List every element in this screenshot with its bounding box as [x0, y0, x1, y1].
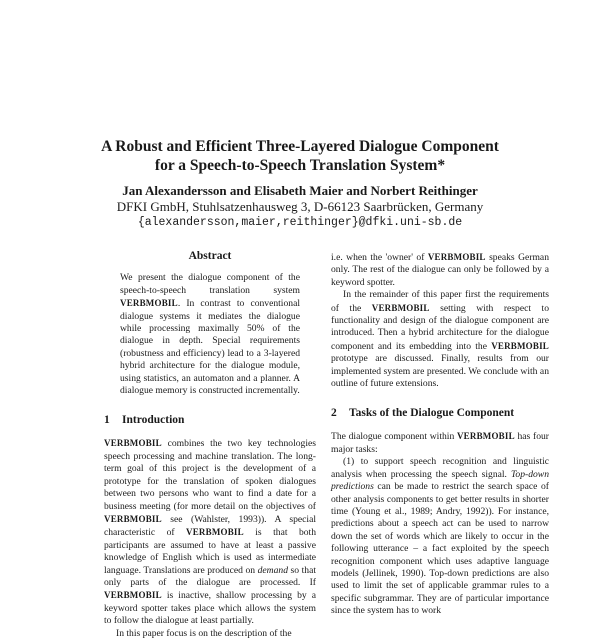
system-name: VERBMOBIL	[456, 431, 515, 442]
paper-title-line1: A Robust and Efficient Three-Layered Dialogue Component	[101, 138, 499, 155]
outline-text-b: setting with respect to functionality and design of the dialogue component are introduced. Then a hybrid architecture for the dialogue component and its embedding into the	[331, 302, 549, 352]
section-number: 1	[104, 414, 110, 427]
email-address: {alexandersson,maier,reithinger}@dfki.uni-sb.de	[137, 216, 463, 229]
intro-text-3: is that both participants are assumed to have at least a passive knowledge of English which is used as intermediate language. Translations are produced on	[104, 527, 316, 576]
section-title: Tasks of the Dialogue Component	[349, 407, 515, 420]
tasks-text-a: The dialogue component within	[331, 431, 457, 443]
intro-text-5: is inactive, shallow processing by a keyword spotter takes place which allows the system to follow the dialogue at least partially.	[104, 590, 316, 627]
author-block	[0, 183, 600, 231]
task-1-paragraph	[331, 456, 549, 617]
left-column	[104, 250, 316, 640]
tasks-intro-paragraph	[331, 430, 549, 456]
system-name: VERBMOBIL	[120, 298, 178, 309]
intro-text-4: so that only parts of the dialogue are processed. If	[104, 564, 316, 588]
system-name: VERBMOBIL	[491, 340, 549, 351]
outline-paragraph	[331, 289, 549, 390]
abstract-text-a: We present the dialogue component of the speech-to-speech translation system	[120, 272, 300, 296]
continued-paragraph	[331, 251, 549, 289]
intro-text-2: see (Wahlster, 1993)). A special characteristic of	[104, 513, 316, 539]
cont-text-b: speaks German only. The rest of the dialogue can only be followed by a keyword spotter.	[331, 252, 549, 288]
system-name: VERBMOBIL	[427, 252, 486, 262]
task1-text-a: (1) to support speech recognition and linguistic analysis when processing the speech signal.	[331, 456, 549, 480]
abstract-heading: Abstract	[188, 250, 232, 262]
affiliation: DFKI GmbH, Stuhlsatzenhausweg 3, D-66123 Saarbrücken, Germany	[116, 199, 484, 214]
section-heading-introduction	[104, 413, 316, 427]
system-name: VERBMOBIL	[371, 302, 430, 313]
task1-text-b: can be made to restrict the search space of other analysis components to get better results in shorter time (Young et al., 1989; Andry, 1992)). For instance, predictions about a speech act can be used to narrow down the set of words which are likely to occur in the following utterance – a fact exploited by the speech recognition component which uses adaptive language models (Jellinek, 1990). Top-down predictions are also used to limit the set of applicable grammar rules to a specific subgrammar. They are of particular importance since the system has to work	[331, 481, 549, 617]
section-heading-tasks	[331, 406, 549, 420]
system-name: VERBMOBIL	[104, 590, 162, 601]
intro-text-1: combines the two key technologies speech processing and machine translation. The long-term goal of this project is the development of a prototype for the translation of spoken dialogues between two persons who want to find a date for a business meeting (for more detail on the objectives of	[104, 438, 316, 512]
outline-text-c: prototype are discussed. Finally, results from our implemented system are presented. We conclude with an outline of future extensions.	[331, 353, 549, 390]
right-column	[331, 251, 549, 618]
cont-text-a: i.e. when the 'owner' of	[331, 252, 428, 263]
task1-emphasis: Top-down predictions	[331, 468, 549, 493]
author-names: Jan Alexandersson and Elisabeth Maier and Norbert Reithinger	[122, 183, 478, 198]
tasks-text-b: has four major tasks:	[331, 431, 549, 455]
section-title: Introduction	[122, 414, 185, 427]
introduction-paragraph	[104, 437, 316, 627]
system-name: VERBMOBIL	[186, 527, 244, 538]
outline-text-a: In the remainder of this paper first the requirements of the	[331, 289, 549, 314]
abstract-text-b: . In contrast to conventional dialogue systems it mediates the dialogue while processing maximally 50% of the dialogue in depth. Special requirements (robustness and efficiency) lead to a 3-layered hybrid architecture for the dialogue module, using statistics, an automaton and a planner. A dialogue memory is constructed incrementally.	[120, 298, 300, 397]
system-name: VERBMOBIL	[104, 438, 162, 449]
system-name: VERBMOBIL	[104, 513, 162, 524]
paper-title-line2: for a Speech-to-Speech Translation System*	[154, 157, 446, 174]
introduction-paragraph-2: In this paper focus is on the description of the	[116, 627, 292, 639]
abstract-text	[104, 272, 316, 397]
intro-emphasis: demand	[257, 564, 288, 576]
section-number: 2	[331, 407, 337, 420]
